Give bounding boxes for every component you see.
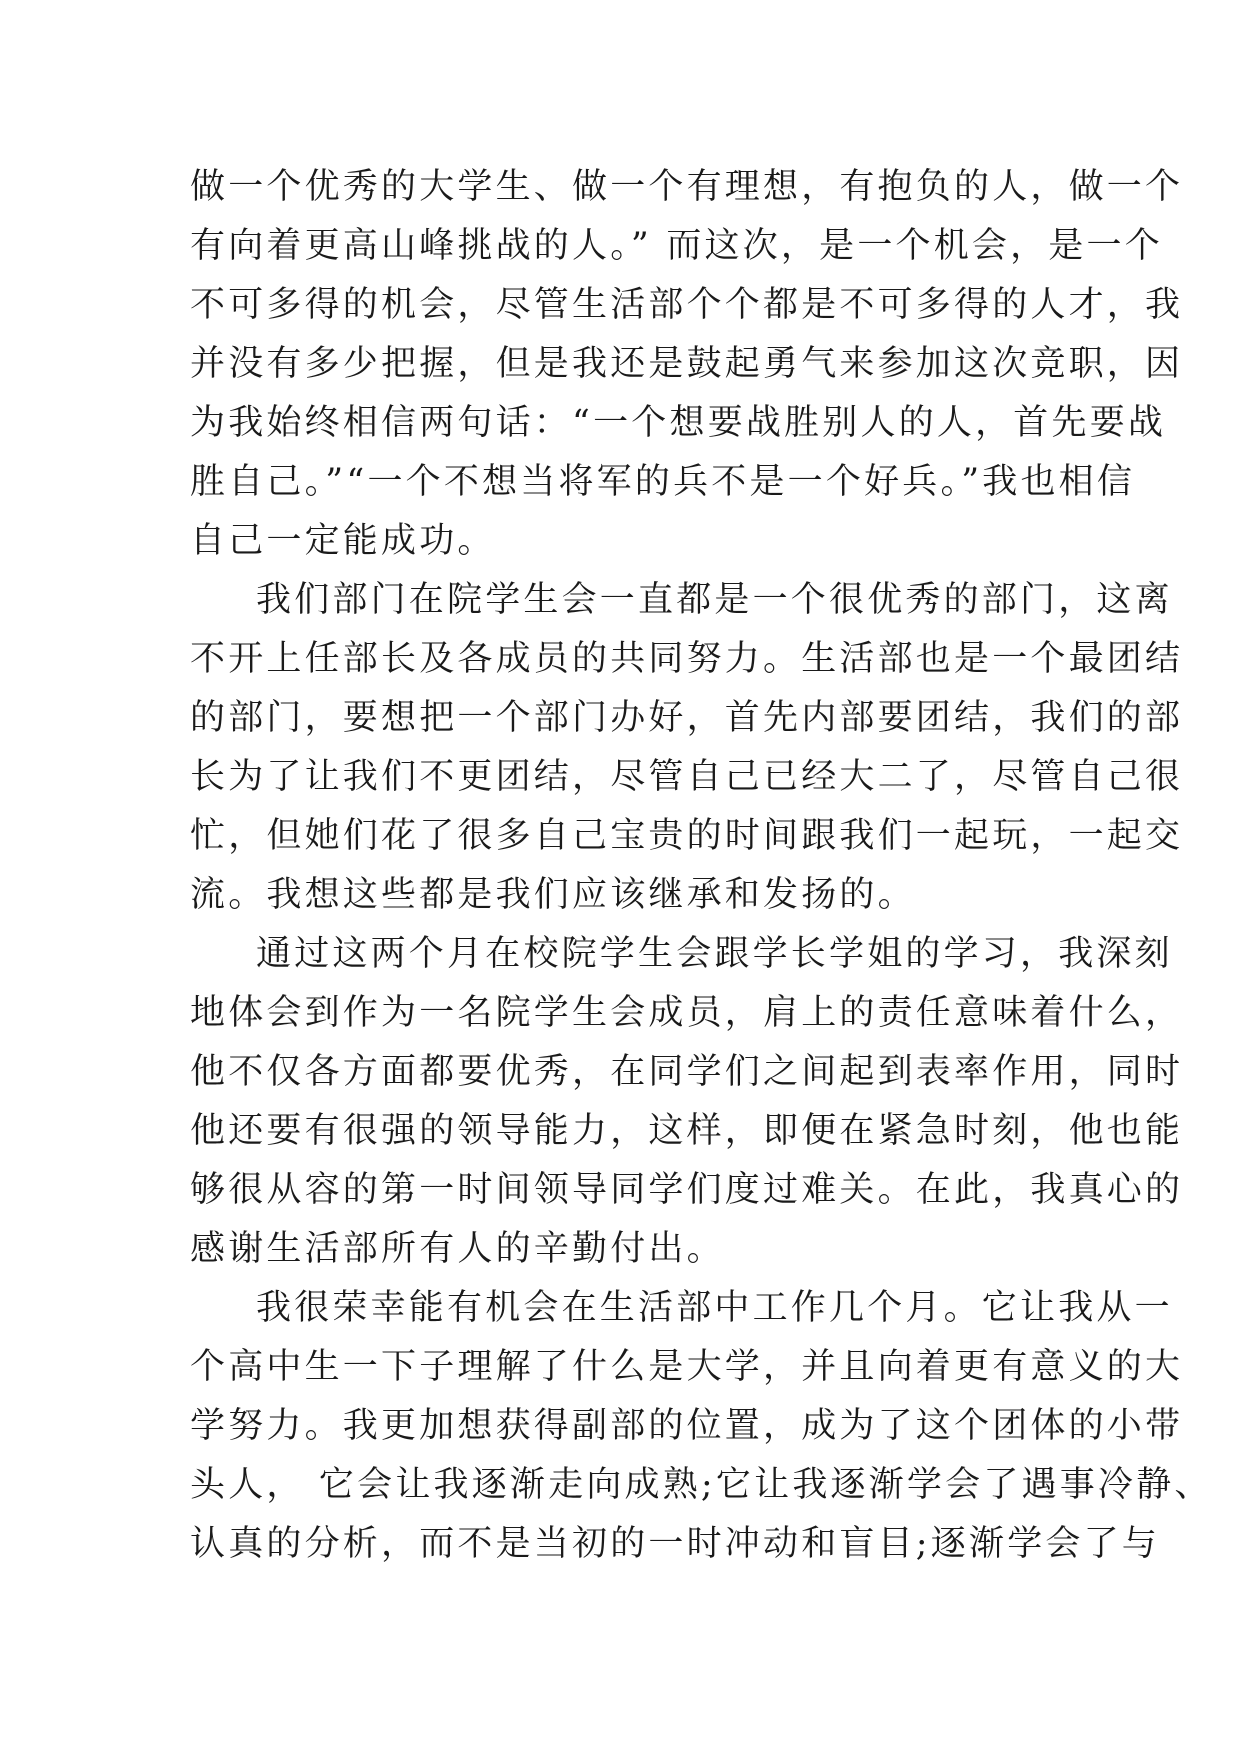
text-line: 他不仅各方面都要优秀，在同学们之间起到表率作用，同时 [190, 1052, 1184, 1092]
text-line: 学努力。我更加想获得副部的位置，成为了这个团体的小带 [190, 1406, 1184, 1446]
paragraph-first-line: 我们部门在院学生会一直都是一个很优秀的部门，这离 [256, 580, 1173, 620]
text-line: 做一个优秀的大学生、做一个有理想，有抱负的人，做一个 [190, 167, 1184, 207]
text-line: 有向着更高山峰挑战的人。” 而这次，是一个机会，是一个 [190, 226, 1163, 266]
text-line: 个高中生一下子理解了什么是大学，并且向着更有意义的大 [190, 1347, 1184, 1387]
text-line: 自己一定能成功。 [190, 521, 496, 561]
text-line: 胜自己。”“一个不想当将军的兵不是一个好兵。”我也相信 [190, 462, 1136, 502]
text-line: 长为了让我们不更团结，尽管自己已经大二了，尽管自己很 [190, 757, 1184, 797]
text-line: 并没有多少把握，但是我还是鼓起勇气来参加这次竞职，因 [190, 344, 1184, 384]
paragraph-first-line: 我很荣幸能有机会在生活部中工作几个月。它让我从一 [256, 1288, 1173, 1328]
text-line: 为我始终相信两句话：“一个想要战胜别人的人，首先要战 [190, 403, 1167, 443]
text-line: 地体会到作为一名院学生会成员，肩上的责任意味着什么， [190, 993, 1184, 1033]
text-line: 认真的分析，而不是当初的一时冲动和盲目;逐渐学会了与 [190, 1524, 1160, 1564]
text-line: 的部门，要想把一个部门办好，首先内部要团结，我们的部 [190, 698, 1184, 738]
paragraph-first-line: 通过这两个月在校院学生会跟学长学姐的学习，我深刻 [256, 934, 1173, 974]
text-line: 够很从容的第一时间领导同学们度过难关。在此，我真心的 [190, 1170, 1184, 1210]
text-line: 感谢生活部所有人的辛勤付出。 [190, 1229, 725, 1269]
text-line: 不可多得的机会，尽管生活部个个都是不可多得的人才，我 [190, 285, 1184, 325]
text-line: 不开上任部长及各成员的共同努力。生活部也是一个最团结 [190, 639, 1184, 679]
text-line: 他还要有很强的领导能力，这样，即便在紧急时刻，他也能 [190, 1111, 1184, 1151]
text-line: 流。我想这些都是我们应该继承和发扬的。 [190, 875, 916, 915]
text-line: 忙，但她们花了很多自己宝贵的时间跟我们一起玩，一起交 [190, 816, 1184, 856]
text-line: 头人， 它会让我逐渐走向成熟;它让我逐渐学会了遇事冷静、 [190, 1465, 1213, 1505]
body-text [190, 158, 1213, 1574]
